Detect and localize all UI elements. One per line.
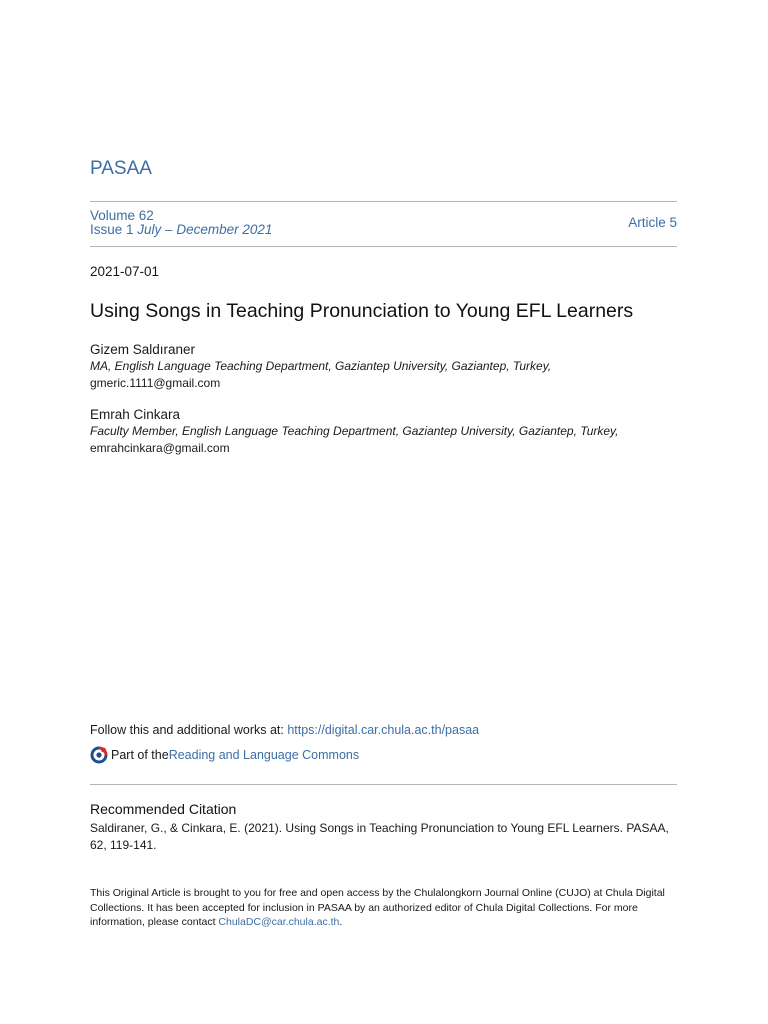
citation-divider [90,784,677,785]
author-name: Gizem Saldıraner [90,342,196,357]
part-of-prefix: Part of the [111,748,169,762]
author-email: emrahcinkara@gmail.com [90,441,230,455]
citation-heading: Recommended Citation [90,801,237,817]
issue-divider [90,246,677,247]
follow-prefix: Follow this and additional works at: [90,723,288,737]
commons-link[interactable]: Reading and Language Commons [168,748,360,762]
issue-period: July – December 2021 [137,222,273,237]
publication-date: 2021-07-01 [90,264,160,279]
journal-title-link[interactable]: PASAA [90,158,152,179]
volume-issue-block [90,209,272,237]
commons-network-icon [90,746,108,764]
contact-email-link[interactable]: ChulaDC@car.chula.ac.th [218,916,340,928]
article-title: Using Songs in Teaching Pronunciation to Young EFL Learners [90,300,634,322]
footer-end: . [339,916,343,928]
issue-link[interactable]: Issue 1 [90,222,134,237]
part-of-line [90,746,359,764]
volume-link[interactable]: Volume 62 [90,208,154,223]
footer-text: This Original Article is brought to you for free and open access by the Chulalongkorn Journal Online (CUJO) at Chula Digital Collections. It has been accepted for inclusion in PASAA by an authorized editor of Chula Digital Collections. For more information, please contact [90,887,665,928]
author-affiliation: Faculty Member, English Language Teaching Department, Gaziantep University, Gaziantep, Turkey, [90,424,619,438]
top-divider [90,201,677,202]
author-affiliation: MA, English Language Teaching Department, Gaziantep University, Gaziantep, Turkey, [90,359,552,373]
author-email: gmeric.1111@gmail.com [90,376,221,390]
author-2 [90,406,619,457]
repository-link[interactable]: https://digital.car.chula.ac.th/pasaa [287,723,480,737]
citation-text: Saldiraner, G., & Cinkara, E. (2021). Using Songs in Teaching Pronunciation to Young EFL Learners. PASAA, 62, 119-141. [90,821,669,852]
follow-line [90,723,479,737]
author-name: Emrah Cinkara [90,407,181,422]
footer-notice [90,886,680,930]
issue-line[interactable] [90,223,272,237]
article-number-link[interactable]: Article 5 [628,215,677,230]
author-1 [90,341,551,392]
